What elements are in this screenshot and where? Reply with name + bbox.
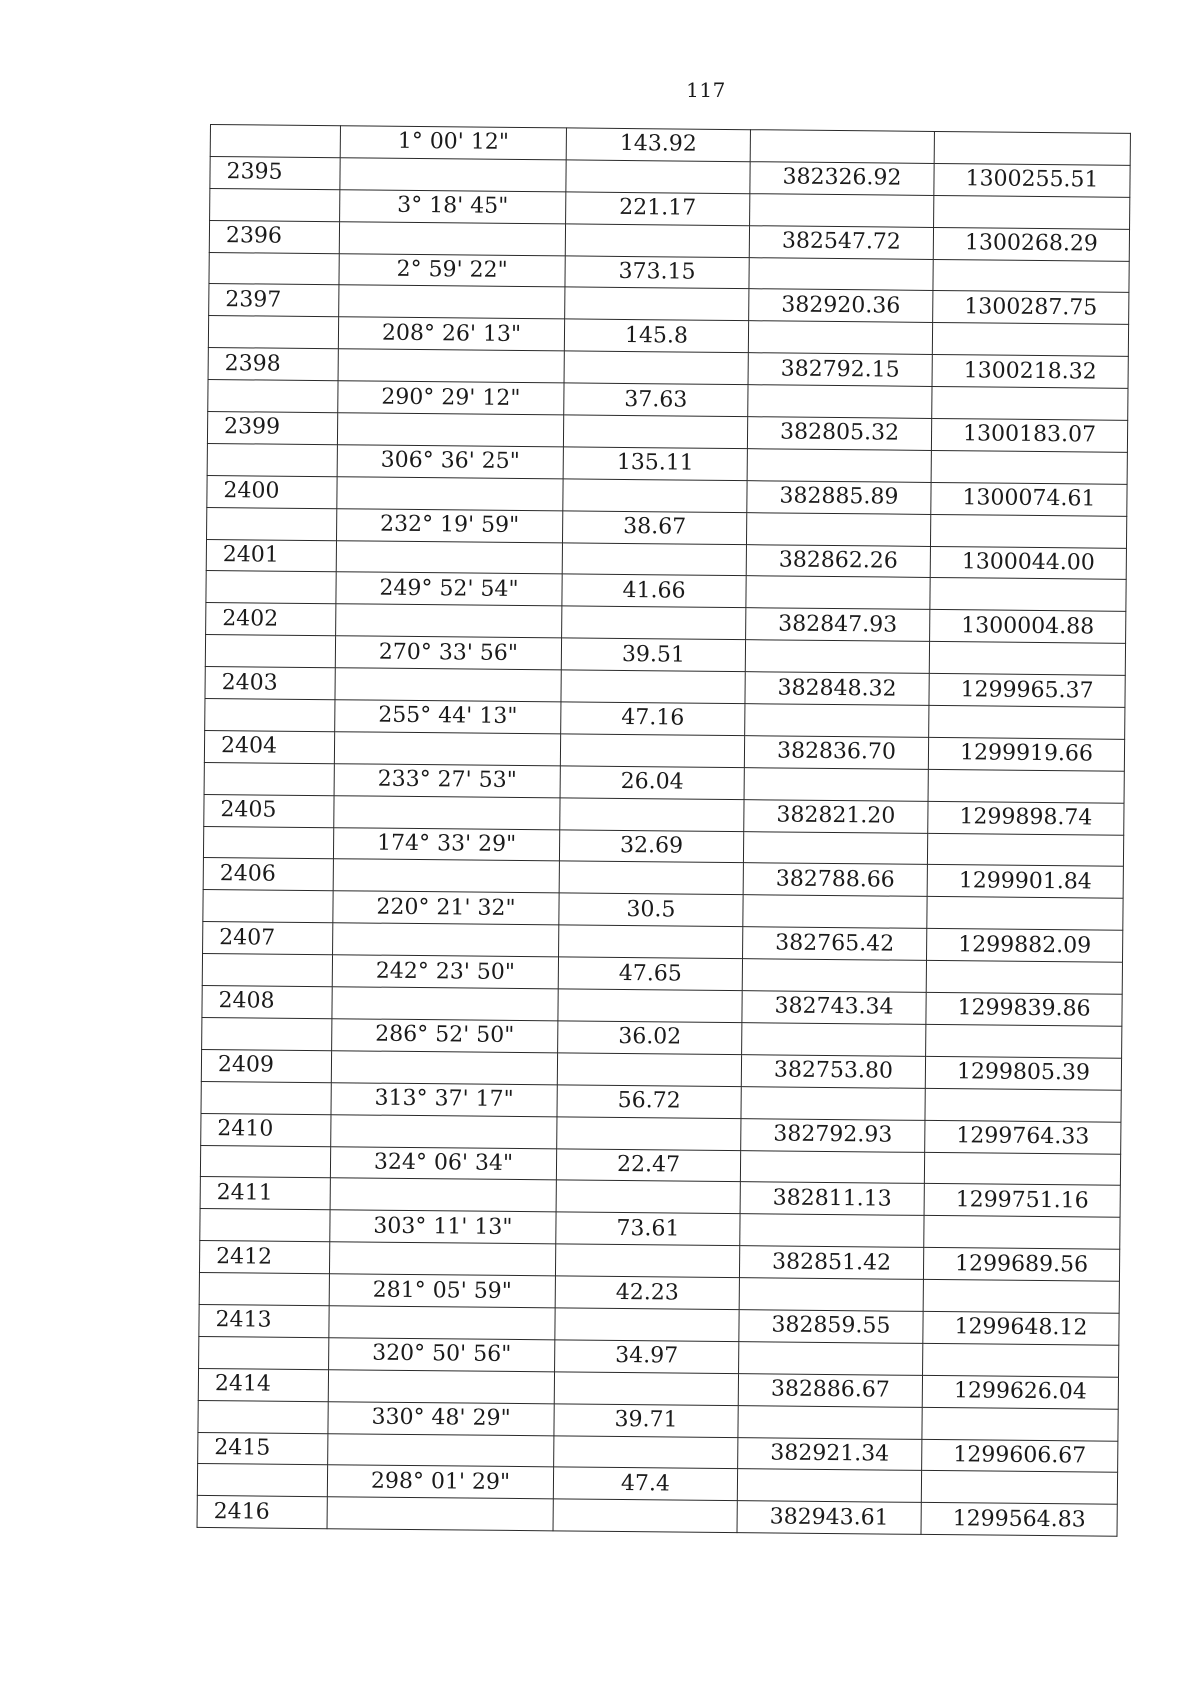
bearing-cell: 286° 52' 50" xyxy=(332,1019,558,1053)
distance-cell: 135.11 xyxy=(563,447,747,481)
bearing-cell: 233° 27' 53" xyxy=(334,764,560,798)
northing-cell: 1299965.37 xyxy=(929,674,1125,708)
northing-cell-empty xyxy=(924,1152,1120,1186)
bearing-cell: 313° 37' 17" xyxy=(331,1082,557,1116)
bearing-cell: 306° 36' 25" xyxy=(337,445,563,479)
easting-cell: 382765.42 xyxy=(743,927,927,961)
northing-cell: 1300268.29 xyxy=(933,227,1129,261)
point-id-cell: 2416 xyxy=(197,1496,327,1529)
point-id-cell: 2410 xyxy=(201,1113,331,1146)
point-cell-empty xyxy=(206,571,336,604)
point-cell-empty xyxy=(207,507,337,540)
easting-cell: 382862.26 xyxy=(746,544,930,578)
distance-cell-empty xyxy=(564,351,748,385)
distance-cell-empty xyxy=(554,1435,738,1469)
easting-cell-empty xyxy=(750,130,934,164)
northing-cell-empty xyxy=(927,897,1123,931)
point-id-cell: 2396 xyxy=(209,220,339,253)
bearing-cell: 298° 01' 29" xyxy=(327,1465,553,1499)
easting-cell-empty xyxy=(740,1214,924,1248)
easting-cell: 382811.13 xyxy=(740,1182,924,1216)
point-id-cell: 2408 xyxy=(202,986,332,1019)
distance-cell-empty xyxy=(563,415,747,449)
easting-cell: 382848.32 xyxy=(745,672,929,706)
easting-cell: 382821.20 xyxy=(744,799,928,833)
point-id-cell: 2397 xyxy=(209,284,339,317)
distance-cell-empty xyxy=(555,1244,739,1278)
bearing-cell-empty xyxy=(339,285,565,319)
northing-cell-empty xyxy=(934,131,1130,165)
distance-cell: 37.63 xyxy=(564,383,748,417)
distance-cell-empty xyxy=(562,606,746,640)
northing-cell: 1299764.33 xyxy=(925,1120,1121,1154)
northing-cell: 1299882.09 xyxy=(927,929,1123,963)
northing-cell: 1300074.61 xyxy=(931,482,1127,516)
point-cell-empty xyxy=(208,316,338,349)
distance-cell-empty xyxy=(566,160,750,194)
northing-cell: 1299648.12 xyxy=(923,1311,1119,1345)
bearing-cell: 320° 50' 56" xyxy=(329,1338,555,1372)
point-cell-empty xyxy=(200,1145,330,1178)
easting-cell-empty xyxy=(748,321,932,355)
bearing-cell: 2° 59' 22" xyxy=(339,253,565,287)
bearing-cell: 270° 33' 56" xyxy=(335,636,561,670)
bearing-cell: 220° 21' 32" xyxy=(333,891,559,925)
easting-cell-empty xyxy=(738,1405,922,1439)
distance-cell: 26.04 xyxy=(560,766,744,800)
bearing-cell: 249° 52' 54" xyxy=(336,572,562,606)
point-id-cell: 2404 xyxy=(204,730,334,763)
northing-cell: 1299626.04 xyxy=(922,1375,1118,1409)
point-id-cell: 2403 xyxy=(205,667,335,700)
easting-cell-empty xyxy=(744,767,928,801)
bearing-cell: 232° 19' 59" xyxy=(337,508,563,542)
distance-cell: 221.17 xyxy=(566,192,750,226)
point-cell-empty xyxy=(202,1017,332,1050)
easting-cell: 382943.61 xyxy=(737,1501,921,1535)
northing-cell: 1299805.39 xyxy=(925,1056,1121,1090)
easting-cell: 382885.89 xyxy=(747,480,931,514)
bearing-cell-empty xyxy=(333,923,559,957)
northing-cell-empty xyxy=(923,1343,1119,1377)
northing-cell-empty xyxy=(932,387,1128,421)
point-id-cell: 2413 xyxy=(199,1304,329,1337)
easting-cell-empty xyxy=(749,257,933,291)
northing-cell: 1299901.84 xyxy=(927,865,1123,899)
bearing-cell: 1° 00' 12" xyxy=(340,126,566,160)
point-id-cell: 2412 xyxy=(199,1241,329,1274)
bearing-cell-empty xyxy=(340,158,566,192)
point-cell-empty xyxy=(210,188,340,221)
northing-cell-empty xyxy=(926,1024,1122,1058)
point-id-cell: 2407 xyxy=(203,922,333,955)
distance-cell: 34.97 xyxy=(555,1340,739,1374)
point-cell-empty xyxy=(203,826,333,859)
distance-cell-empty xyxy=(553,1499,737,1533)
point-cell-empty xyxy=(201,1081,331,1114)
easting-cell-empty xyxy=(750,193,934,227)
distance-cell: 47.16 xyxy=(561,702,745,736)
distance-cell-empty xyxy=(565,287,749,321)
northing-cell: 1299751.16 xyxy=(924,1184,1120,1218)
bearing-cell: 255° 44' 13" xyxy=(335,700,561,734)
page-number: 117 xyxy=(686,78,726,102)
easting-cell: 382788.66 xyxy=(743,863,927,897)
bearing-cell-empty xyxy=(330,1178,556,1212)
easting-cell-empty xyxy=(741,1086,925,1120)
easting-cell-empty xyxy=(745,640,929,674)
bearing-cell-empty xyxy=(334,732,560,766)
point-id-cell: 2411 xyxy=(200,1177,330,1210)
bearing-cell: 330° 48' 29" xyxy=(328,1401,554,1435)
bearing-cell: 303° 11' 13" xyxy=(330,1210,556,1244)
point-cell-empty xyxy=(205,635,335,668)
easting-cell-empty xyxy=(746,576,930,610)
distance-cell-empty xyxy=(561,670,745,704)
northing-cell-empty xyxy=(925,1088,1121,1122)
distance-cell-empty xyxy=(556,1180,740,1214)
distance-cell: 41.66 xyxy=(562,574,746,608)
distance-cell: 36.02 xyxy=(558,1021,742,1055)
easting-cell-empty xyxy=(740,1150,924,1184)
northing-cell-empty xyxy=(931,450,1127,484)
bearing-cell: 290° 29' 12" xyxy=(338,381,564,415)
distance-cell-empty xyxy=(557,1116,741,1150)
distance-cell: 47.4 xyxy=(553,1467,737,1501)
northing-cell-empty xyxy=(929,642,1125,676)
bearing-cell-empty xyxy=(335,668,561,702)
easting-cell-empty xyxy=(737,1469,921,1503)
bearing-cell: 281° 05' 59" xyxy=(329,1274,555,1308)
point-cell-empty xyxy=(197,1464,327,1497)
northing-cell-empty xyxy=(928,769,1124,803)
bearing-cell: 208° 26' 13" xyxy=(338,317,564,351)
point-id-cell: 2400 xyxy=(207,475,337,508)
bearing-cell-empty xyxy=(336,540,562,574)
easting-cell: 382920.36 xyxy=(749,289,933,323)
northing-cell-empty xyxy=(923,1279,1119,1313)
point-id-cell: 2414 xyxy=(198,1368,328,1401)
bearing-cell-empty xyxy=(337,413,563,447)
distance-cell-empty xyxy=(559,925,743,959)
point-cell-empty xyxy=(198,1400,328,1433)
distance-cell-empty xyxy=(563,479,747,513)
distance-cell-empty xyxy=(554,1372,738,1406)
easting-cell-empty xyxy=(742,959,926,993)
bearing-cell: 324° 06' 34" xyxy=(330,1146,556,1180)
northing-cell: 1299564.83 xyxy=(921,1503,1117,1537)
northing-cell-empty xyxy=(933,259,1129,293)
distance-cell: 42.23 xyxy=(555,1276,739,1310)
easting-cell: 382792.15 xyxy=(748,353,932,387)
bearing-cell-empty xyxy=(329,1242,555,1276)
point-id-cell: 2399 xyxy=(207,412,337,445)
distance-cell-empty xyxy=(559,861,743,895)
point-cell-empty xyxy=(203,890,333,923)
easting-cell: 382805.32 xyxy=(747,417,931,451)
bearing-cell-empty xyxy=(339,221,565,255)
point-cell-empty xyxy=(202,954,332,987)
bearing-cell-empty xyxy=(329,1306,555,1340)
northing-cell: 1299919.66 xyxy=(928,737,1124,771)
northing-cell-empty xyxy=(924,1216,1120,1250)
point-cell-empty xyxy=(207,443,337,476)
distance-cell-empty xyxy=(558,989,742,1023)
distance-cell-empty xyxy=(557,1053,741,1087)
point-cell-empty xyxy=(204,762,334,795)
distance-cell-empty xyxy=(560,734,744,768)
easting-cell-empty xyxy=(748,385,932,419)
bearing-cell-empty xyxy=(334,795,560,829)
northing-cell-empty xyxy=(927,833,1123,867)
distance-cell: 73.61 xyxy=(556,1212,740,1246)
point-id-cell: 2405 xyxy=(204,794,334,827)
point-id-cell: 2406 xyxy=(203,858,333,891)
easting-cell-empty xyxy=(747,449,931,483)
northing-cell-empty xyxy=(921,1471,1117,1505)
easting-cell-empty xyxy=(739,1278,923,1312)
bearing-cell-empty xyxy=(331,1114,557,1148)
bearing-cell-empty xyxy=(327,1497,553,1531)
point-id-cell: 2415 xyxy=(198,1432,328,1465)
bearing-cell-empty xyxy=(328,1433,554,1467)
northing-cell-empty xyxy=(926,961,1122,995)
bearing-cell-empty xyxy=(332,987,558,1021)
northing-cell: 1299689.56 xyxy=(923,1248,1119,1282)
distance-cell: 143.92 xyxy=(566,128,750,162)
distance-cell-empty xyxy=(555,1308,739,1342)
distance-cell-empty xyxy=(565,224,749,258)
northing-cell: 1300255.51 xyxy=(934,163,1130,197)
easting-cell: 382547.72 xyxy=(749,225,933,259)
easting-cell: 382859.55 xyxy=(739,1310,923,1344)
northing-cell: 1299898.74 xyxy=(928,801,1124,835)
point-cell-empty xyxy=(208,380,338,413)
distance-cell: 373.15 xyxy=(565,255,749,289)
northing-cell-empty xyxy=(930,514,1126,548)
northing-cell: 1300287.75 xyxy=(933,291,1129,325)
distance-cell: 30.5 xyxy=(559,893,743,927)
distance-cell: 39.51 xyxy=(561,638,745,672)
northing-cell: 1300044.00 xyxy=(930,546,1126,580)
point-id-cell: 2398 xyxy=(208,348,338,381)
northing-cell-empty xyxy=(929,705,1125,739)
point-cell-empty xyxy=(210,125,340,158)
easting-cell-empty xyxy=(743,895,927,929)
easting-cell-empty xyxy=(742,1023,926,1057)
point-id-cell: 2402 xyxy=(206,603,336,636)
point-cell-empty xyxy=(209,252,339,285)
bearing-cell-empty xyxy=(328,1369,554,1403)
northing-cell: 1299606.67 xyxy=(922,1439,1118,1473)
northing-cell: 1299839.86 xyxy=(926,992,1122,1026)
northing-cell-empty xyxy=(934,195,1130,229)
easting-cell: 382851.42 xyxy=(739,1246,923,1280)
point-cell-empty xyxy=(205,699,335,732)
point-cell-empty xyxy=(199,1273,329,1306)
bearing-cell-empty xyxy=(338,349,564,383)
point-id-cell: 2401 xyxy=(206,539,336,572)
easting-cell: 382847.93 xyxy=(746,608,930,642)
easting-cell: 382886.67 xyxy=(738,1373,922,1407)
easting-cell: 382792.93 xyxy=(741,1118,925,1152)
easting-cell-empty xyxy=(743,831,927,865)
distance-cell: 47.65 xyxy=(558,957,742,991)
easting-cell-empty xyxy=(746,512,930,546)
bearing-cell: 174° 33' 29" xyxy=(333,827,559,861)
distance-cell-empty xyxy=(562,542,746,576)
distance-cell-empty xyxy=(560,798,744,832)
bearing-cell-empty xyxy=(333,859,559,893)
northing-cell: 1300218.32 xyxy=(932,355,1128,389)
easting-cell: 382836.70 xyxy=(744,736,928,770)
easting-cell-empty xyxy=(745,704,929,738)
distance-cell: 145.8 xyxy=(564,319,748,353)
bearing-cell-empty xyxy=(331,1051,557,1085)
easting-cell: 382326.92 xyxy=(750,162,934,196)
easting-cell-empty xyxy=(739,1341,923,1375)
bearing-cell: 3° 18' 45" xyxy=(340,190,566,224)
northing-cell: 1300004.88 xyxy=(930,610,1126,644)
distance-cell: 38.67 xyxy=(562,511,746,545)
point-id-cell: 2395 xyxy=(210,156,340,189)
point-cell-empty xyxy=(199,1336,329,1369)
easting-cell: 382753.80 xyxy=(741,1054,925,1088)
coordinate-table-body xyxy=(197,125,1130,1537)
distance-cell: 32.69 xyxy=(559,829,743,863)
coordinate-table xyxy=(197,124,1131,1537)
bearing-cell-empty xyxy=(337,477,563,511)
easting-cell: 382921.34 xyxy=(738,1437,922,1471)
distance-cell: 22.47 xyxy=(556,1148,740,1182)
bearing-cell-empty xyxy=(336,604,562,638)
point-id-cell: 2409 xyxy=(201,1049,331,1082)
northing-cell-empty xyxy=(930,578,1126,612)
distance-cell: 39.71 xyxy=(554,1403,738,1437)
northing-cell-empty xyxy=(932,323,1128,357)
bearing-cell: 242° 23' 50" xyxy=(332,955,558,989)
easting-cell: 382743.34 xyxy=(742,991,926,1025)
northing-cell: 1300183.07 xyxy=(931,418,1127,452)
distance-cell: 56.72 xyxy=(557,1085,741,1119)
point-cell-empty xyxy=(200,1209,330,1242)
northing-cell-empty xyxy=(922,1407,1118,1441)
